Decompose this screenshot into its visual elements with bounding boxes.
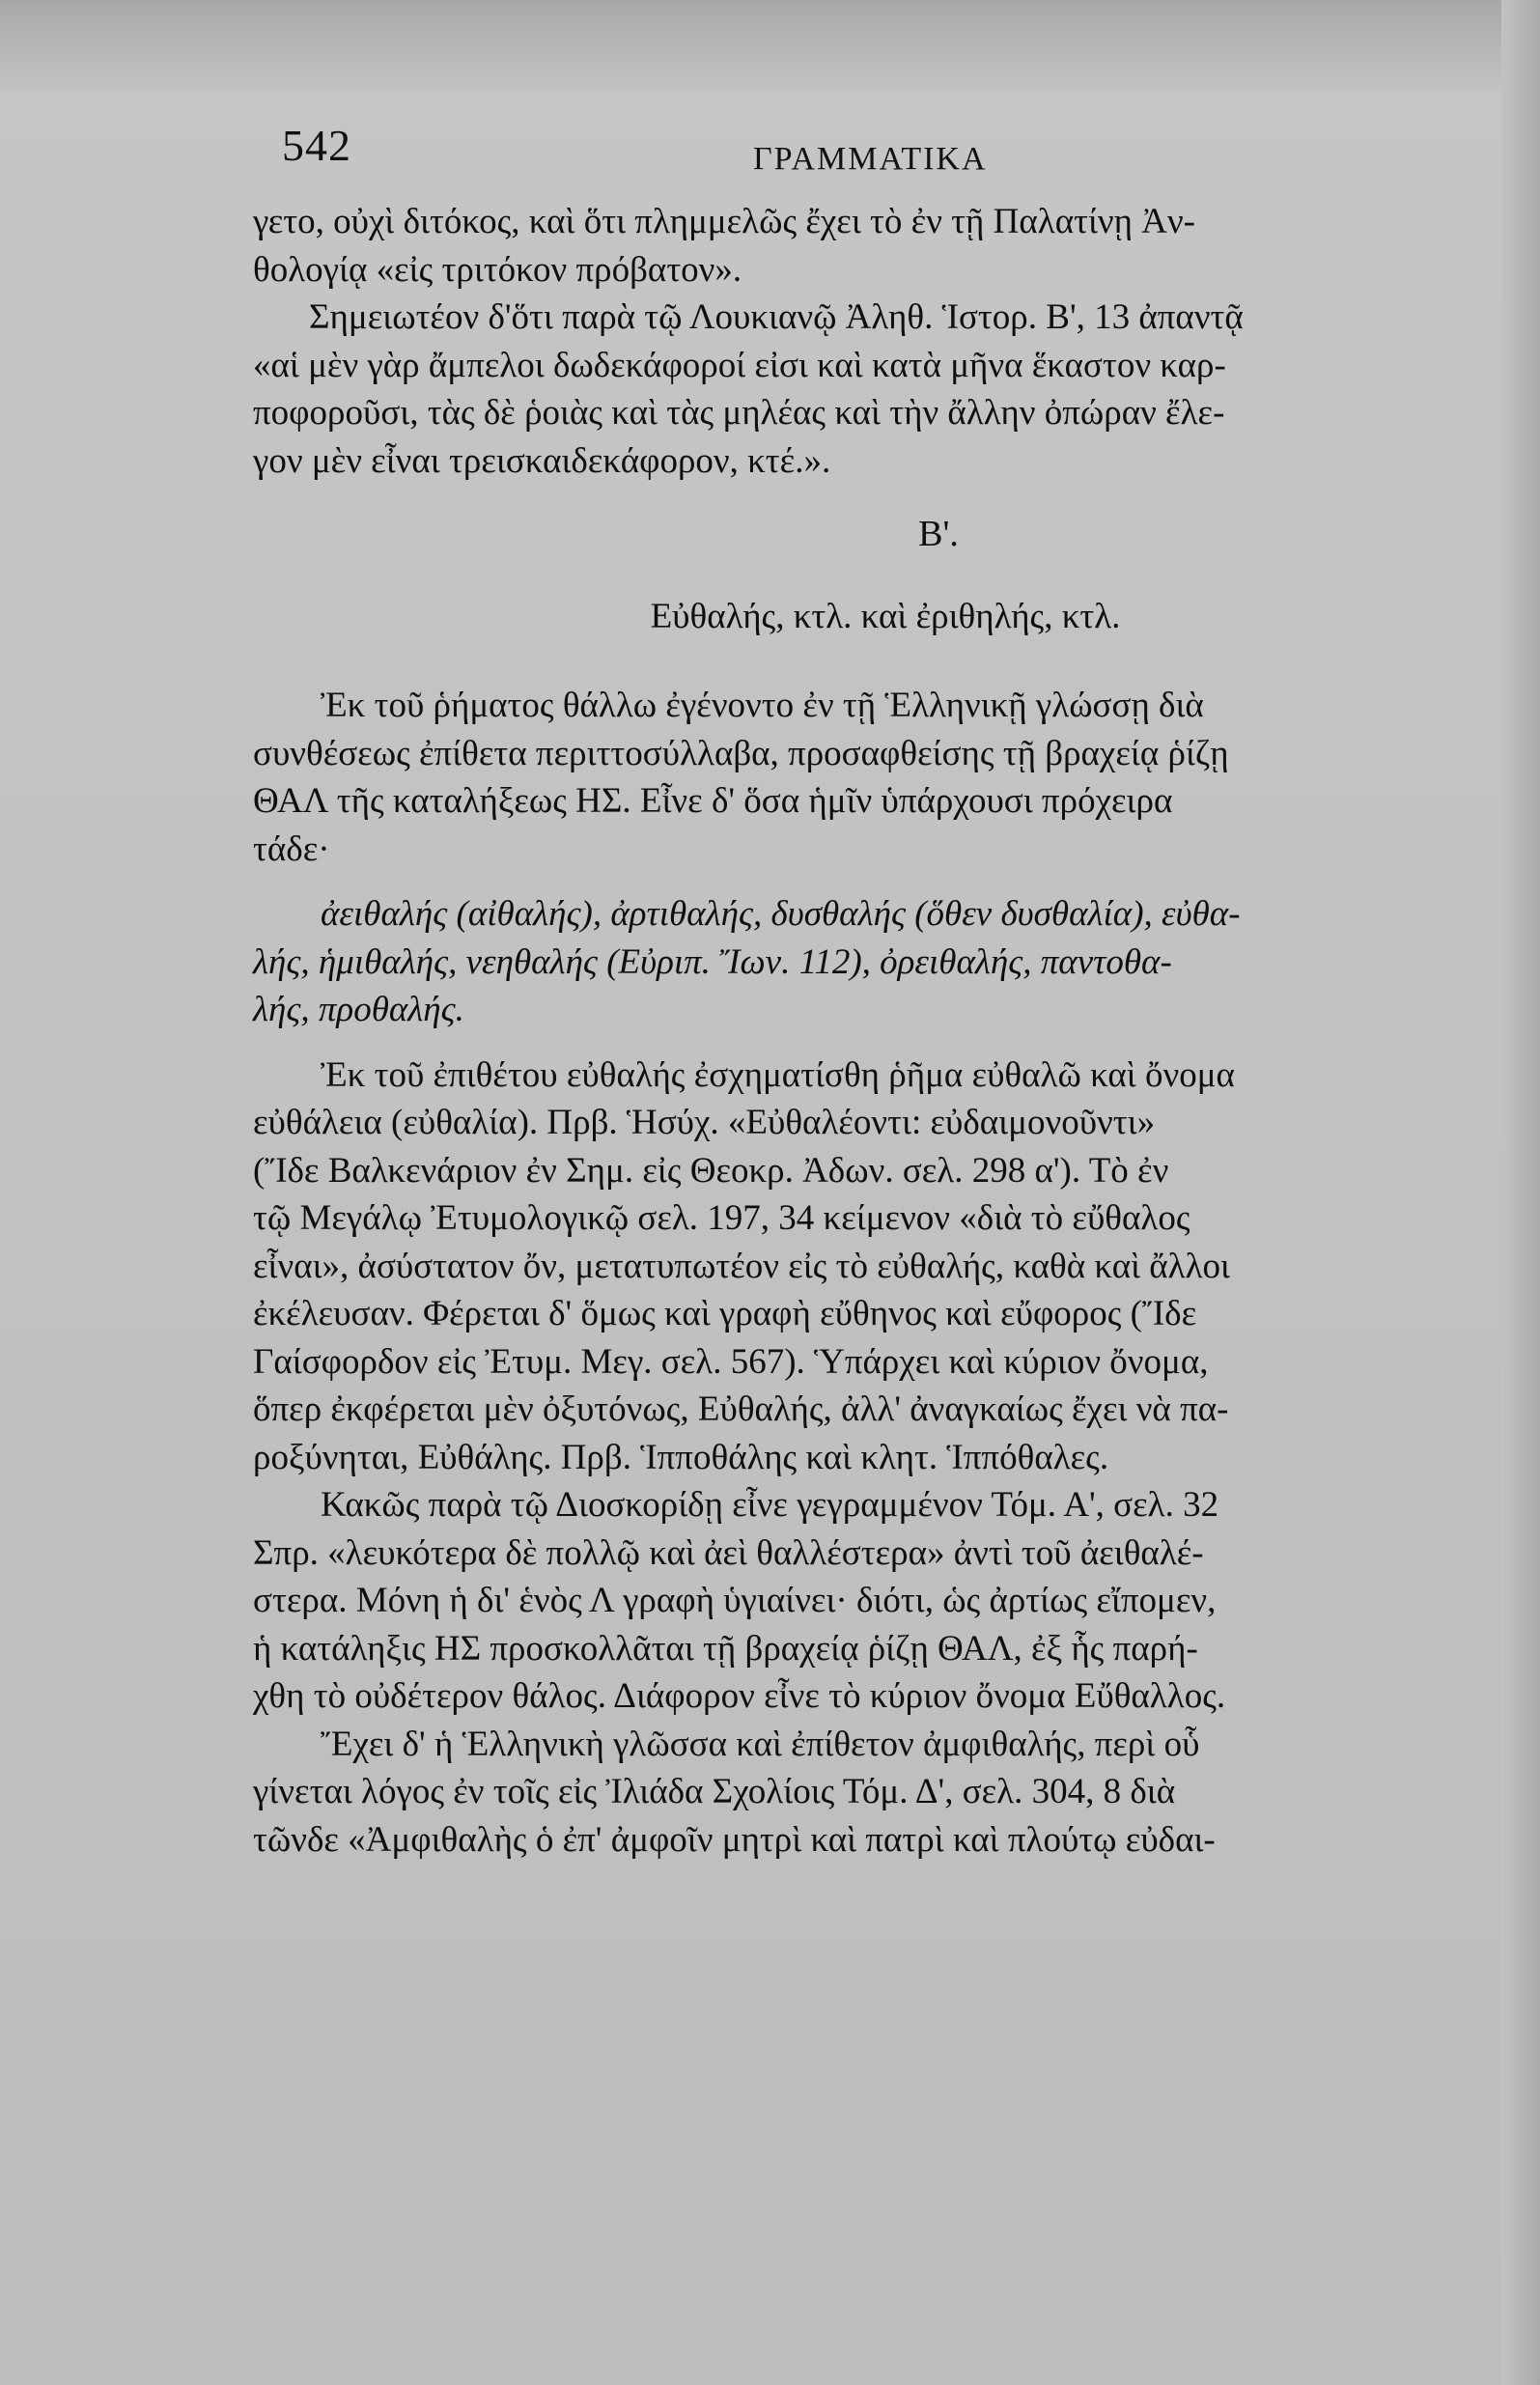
- text-line: «αἱ μὲν γὰρ ἄμπελοι δωδεκάφοροί εἰσι καὶ κατὰ μῆνα ἕκαστον καρ-: [253, 345, 1226, 385]
- text-line: λής, ἡμιθαλής, νεηθαλής (Εὐριπ. Ἴων. 112), ὀρειθαλής, παντοθα-: [253, 941, 1172, 982]
- text-line: Σπρ. «λευκότερα δὲ πολλῷ καὶ ἀεὶ θαλλέστερα» ἀντὶ τοῦ ἀειθαλέ-: [253, 1532, 1204, 1573]
- text-line: Γαίσφορδον εἰς Ἐτυμ. Μεγ. σελ. 567). Ὑπάρχει καὶ κύριον ὄνομα,: [253, 1341, 1209, 1382]
- running-head: ΓΡΑΜΜΑΤΙΚΑ: [753, 141, 988, 177]
- text-line: τάδε·: [253, 828, 330, 869]
- page-body: [253, 198, 1460, 1864]
- paragraph-continuation: [253, 198, 1460, 485]
- section-label: Β'.: [918, 514, 959, 554]
- text-line: χθη τὸ οὐδέτερον θάλος. Διάφορον εἶνε τὸ κύριον ὄνομα Εὔθαλλος.: [253, 1676, 1226, 1716]
- word-list: [253, 890, 1460, 1034]
- text-line: θολογίᾳ «εἰς τριτόκον πρόβατον».: [253, 249, 742, 290]
- page-number: 542: [282, 121, 351, 170]
- paragraph-euthales: [253, 1052, 1460, 1482]
- page-top-shadow: [0, 0, 1540, 92]
- text-line: ροξύνηται, Εὐθάλης. Πρβ. Ἱπποθάλης καὶ κλητ. Ἱππόθαλες.: [253, 1437, 1109, 1477]
- text-line: ἀειθαλής (αἰθαλής), ἀρτιθαλής, δυσθαλής (ὅθεν δυσθαλία), εὐθα-: [321, 894, 1241, 934]
- text-line: τῶνδε «Ἀμφιθαλὴς ὁ ἐπ' ἀμφοῖν μητρὶ καὶ πατρὶ καὶ πλούτῳ εὐδαι-: [253, 1819, 1216, 1860]
- text-line: ὅπερ ἐκφέρεται μὲν ὀξυτόνως, Εὐθαλής, ἀλλ' ἀναγκαίως ἔχει νὰ πα-: [253, 1389, 1229, 1429]
- text-line: Σημειωτέον δ'ὅτι παρὰ τῷ Λουκιανῷ Ἀληθ. Ἱστορ. Β', 13 ἀπαντᾷ: [309, 297, 1244, 337]
- text-line: τῷ Μεγάλῳ Ἐτυμολογικῷ σελ. 197, 34 κείμενον «διὰ τὸ εὔθαλος: [253, 1198, 1190, 1238]
- text-line: λής, προθαλής.: [253, 990, 464, 1029]
- text-line: ἐκέλευσαν. Φέρεται δ' ὅμως καὶ γραφὴ εὔθηνος καὶ εὔφορος (Ἴδε: [253, 1294, 1197, 1333]
- text-line: (Ἴδε Βαλκενάριον ἐν Σημ. εἰς Θεοκρ. Ἀδων. σελ. 298 α'). Τὸ ἐν: [253, 1150, 1169, 1191]
- text-line: γίνεται λόγος ἐν τοῖς εἰς Ἰλιάδα Σχολίοις Τόμ. Δ', σελ. 304, 8 διὰ: [253, 1772, 1176, 1811]
- text-line: εἶναι», ἀσύστατον ὄν, μετατυπωτέον εἰς τὸ εὐθαλής, καθὰ καὶ ἄλλοι: [253, 1246, 1231, 1286]
- text-line: Κακῶς παρὰ τῷ Διοσκορίδῃ εἶνε γεγραμμένον Τόμ. Α', σελ. 32: [321, 1485, 1219, 1525]
- text-line: ΘΑΛ τῆς καταλήξεως ΗΣ. Εἶνε δ' ὅσα ἡμῖν ὑπάρχουσι πρόχειρα: [253, 781, 1173, 821]
- text-line: ἡ κατάληξις ΗΣ προσκολλᾶται τῇ βραχείᾳ ῥίζῃ ΘΑΛ, ἐξ ἧς παρή-: [253, 1628, 1198, 1669]
- section-heading: Εὐθαλής, κτλ. καὶ ἐριθηλής, κτλ.: [650, 597, 1121, 636]
- text-line: στερα. Μόνη ἡ δι' ἑνὸς Λ γραφὴ ὑγιαίνει· διότι, ὡς ἀρτίως εἴπομεν,: [253, 1581, 1217, 1620]
- page-right-shadow: [1501, 0, 1540, 2385]
- text-line: Ἐκ τοῦ ἐπιθέτου εὐθαλής ἐσχηματίσθη ῥῆμα εὐθαλῶ καὶ ὄνομα: [321, 1054, 1235, 1095]
- text-line: γετο, οὐχὶ διτόκος, καὶ ὅτι πλημμελῶς ἔχει τὸ ἐν τῇ Παλατίνῃ Ἀν-: [253, 202, 1196, 241]
- text-line: Ἔχει δ' ἡ Ἑλληνικὴ γλῶσσα καὶ ἐπίθετον ἀμφιθαλής, περὶ οὗ: [321, 1724, 1200, 1764]
- paragraph-intro: [253, 682, 1460, 873]
- paragraph-amphithales: [253, 1721, 1460, 1865]
- text-line: γον μὲν εἶναι τρεισκαιδεκάφορον, κτέ.».: [253, 440, 831, 481]
- text-line: Ἐκ τοῦ ῥήματος θάλλω ἐγένοντο ἐν τῇ Ἑλληνικῇ γλώσσῃ διὰ: [321, 686, 1204, 725]
- text-line: ποφοροῦσι, τὰς δὲ ῥοιὰς καὶ τὰς μηλέας καὶ τὴν ἄλλην ὀπώραν ἔλε-: [253, 393, 1225, 433]
- text-line: εὐθάλεια (εὐθαλία). Πρβ. Ἡσύχ. «Εὐθαλέοντι: εὐδαιμονοῦντι»: [253, 1103, 1156, 1142]
- page-header: [0, 114, 1540, 182]
- text-line: συνθέσεως ἐπίθετα περιττοσύλλαβα, προσαφθείσης τῇ βραχείᾳ ῥίζῃ: [253, 733, 1229, 773]
- paragraph-dioscorides: [253, 1481, 1460, 1721]
